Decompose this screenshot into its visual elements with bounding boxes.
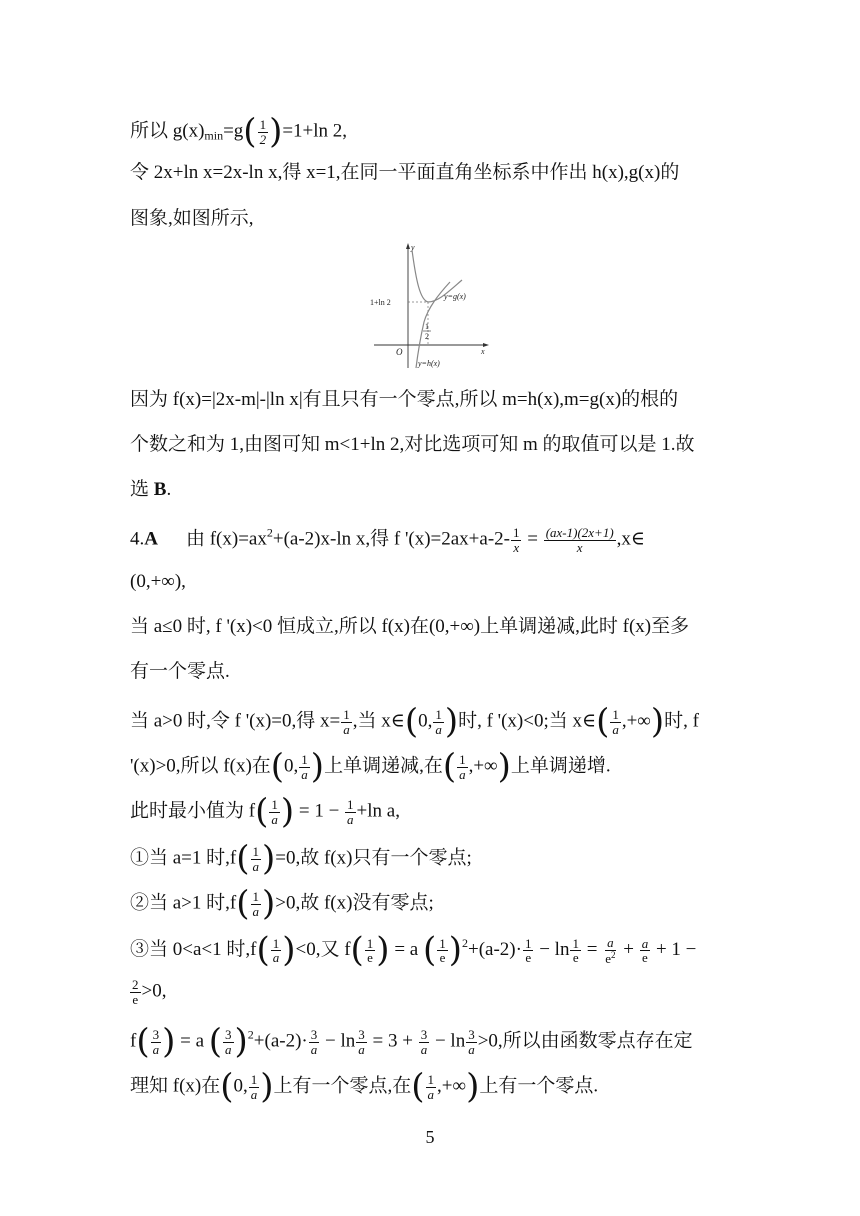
y-tick-label: 1+ln 2 [370,298,391,307]
fraction: $\frac{(ax-1)(2x+1)}{x}$ [545,525,614,555]
paren: ( [243,111,257,152]
fraction: $\frac{1}{x}$ [512,525,520,555]
text-line-7: 4.A 由 $f(x)=ax^2+(a-2)x-\ln$ x,得 f '(x)=2ax+a-2- $\frac{1}{x}$ = $\frac{(ax-1)(2x+1)}{x}$ ,x∈ [130,525,645,555]
text: =1+ln 2, [282,120,348,142]
text-line-11: 当 a>0 时,令 f '(x)=0,得 x= $\frac{1}{a}$ ,当 x∈(0, $\frac{1}{a}$ )时, f '(x)<0;当 x∈( $\frac{1}{a}$ ,+∞)时, f [130,701,699,742]
answer-letter: B [153,479,167,500]
fraction: $\frac{1}{2}$ [259,117,267,147]
subscript: min [204,128,224,143]
text: 所以 g(x) [130,120,205,142]
text-line-1 [130,111,740,152]
text-line-14: ①当 a=1 时,f( $\frac{1}{a}$ )=0,故 f(x)只有一个零点; [130,838,472,879]
page-number: 5 [425,1127,435,1147]
paren: ) [269,111,283,152]
text-line-6: 选 B. [130,479,172,500]
text-line-3: 图象,如图所示, [130,208,254,229]
text-line-9: 当 a≤0 时, f '(x)<0 恒成立,所以 f(x)在(0,+∞)上单调递减,此时 f(x)至多 [130,616,690,637]
x-axis-label: x [481,347,485,356]
function-graph-figure [368,240,494,370]
text-line-10: 有一个零点. [130,661,230,682]
fraction: $\frac{1}{a}$ [343,707,350,737]
text-line-15: ②当 a>1 时,f( $\frac{1}{a}$ )>0,故 f(x)没有零点; [130,883,434,924]
text-line-4: 因为 f(x)=|2x-m|-|ln x|有且只有一个零点,所以 m=h(x),m=g(x)的根的 [130,389,679,410]
text-line-19: 理知 f(x)在(0, $\frac{1}{a}$ )上有一个零点,在( $\frac{1}{a}$ ,+∞)上有一个零点. [130,1066,599,1107]
text-line-18: f( $\frac{3}{a}$ ) = a ( $\frac{3}{a}$ )$^2$+(a-2)· $\frac{3}{a}$ − ln $\frac{3}{a}$ = 3 + $\frac{3}{a}$ − ln $\frac{3}{a}$ >0,所以由函数零点存在定 [130,1021,693,1062]
answer-letter: A [144,528,158,550]
x-tick-denominator: 2 [425,332,429,341]
g-curve-label: y=g(x) [444,292,466,301]
text-line-13: 此时最小值为 f( $\frac{1}{a}$ ) = 1 − $\frac{1}{a}$ +ln a, [130,791,400,832]
y-axis-label: y [411,243,415,252]
text-line-16: ③当 0<a<1 时,f( $\frac{1}{a}$ )<0,又 f( $\frac{1}{e}$ ) = a ( $\frac{1}{e}$ )$^2$+(a-2)· $\frac{1}{e}$ − ln $\frac{1}{e}$ = $\frac{a}{e^2}$ + $\frac{a}{e}$ + 1 − [130,930,697,971]
origin-label: O [396,347,403,357]
text: =g [223,120,244,142]
y-axis-arrow [406,243,410,249]
text-line-12: '(x)>0,所以 f(x)在(0, $\frac{1}{a}$ )上单调递减,在( $\frac{1}{a}$ ,+∞)上单调递增. [130,746,611,787]
text-line-17: $\frac{2}{e}$ >0, [132,977,167,1007]
text-line-5: 个数之和为 1,由图可知 m<1+ln 2,对比选项可知 m 的取值可以是 1.故 [130,434,695,455]
x-tick-numerator: 1 [425,322,429,331]
h-curve-label: y=h(x) [418,359,440,368]
text-line-2: 令 2x+ln x=2x-ln x,得 x=1,在同一平面直角坐标系中作出 h(x),g(x)的 [130,162,680,183]
text-line-8: (0,+∞), [130,571,186,592]
